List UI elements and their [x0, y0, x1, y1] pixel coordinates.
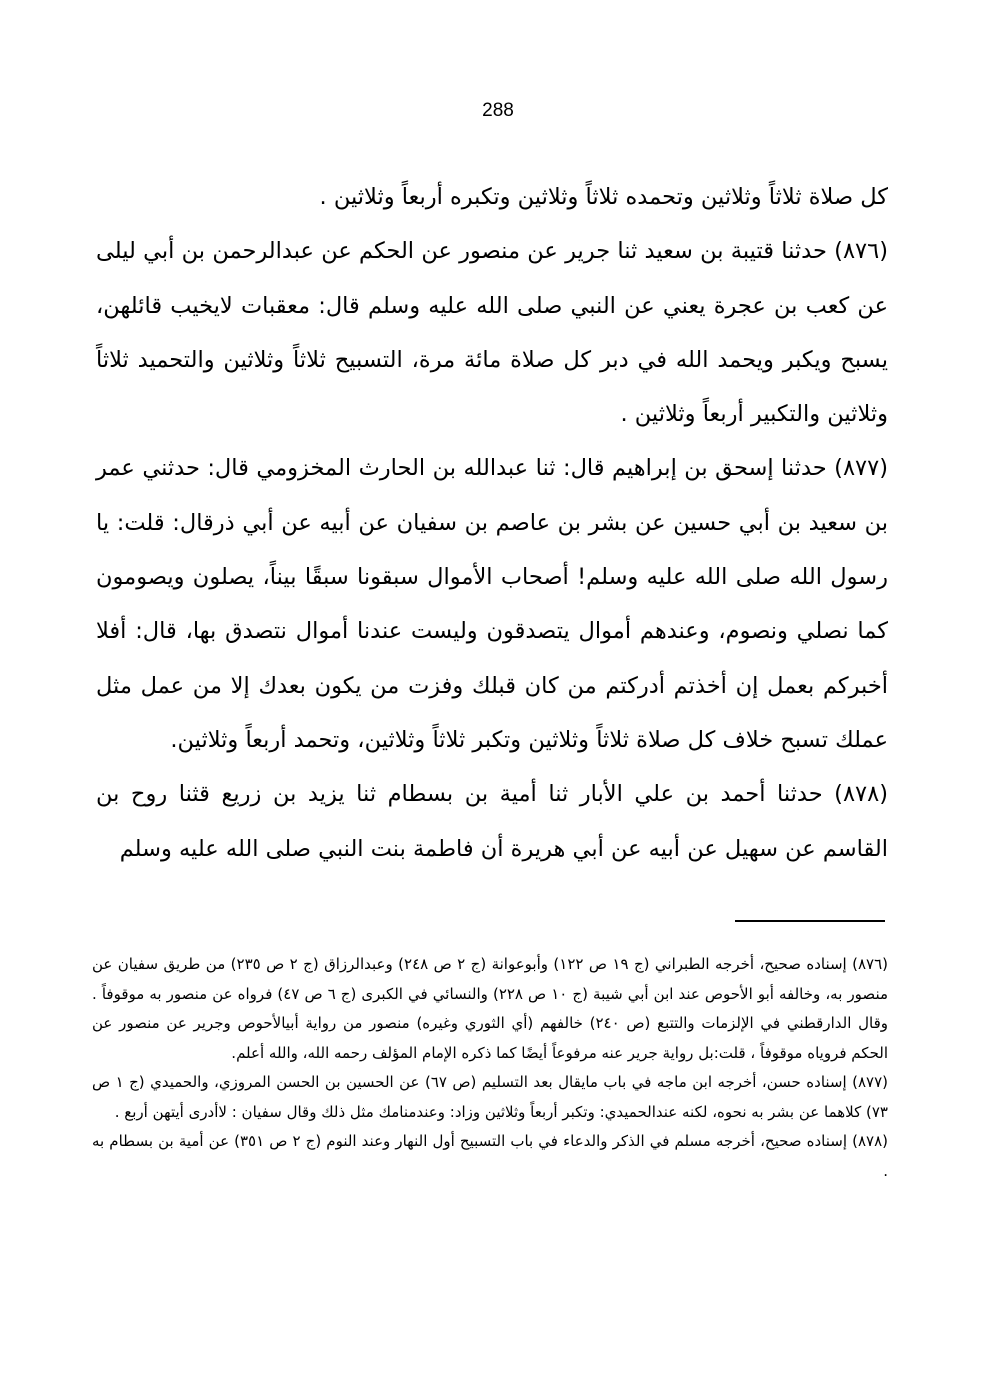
footnote: (٨٧٦) إسناده صحيح، أخرجه الطبراني (ج ١٩ ص ١٢٢) وأبوعوانة (ج ٢ ص ٢٤٨) وعبدالرزاق (ج ٢ ص ٢٣٥) من طريق سفيان عن منصور به، وخالفه أبو الأحوص عند ابن أبي شيبة (ج ١٠ ص ٢٢٨) والنسائي في الكبرى (ج ٦ ص ٤٧) فرواه عن منصور به موقوفاً . وقال الدارقطني في الإلزمات والتتبع (ص ٢٤٠) خالفهم (أي الثوري وغيره) منصور من رواية أبيالأحوص وجرير عن منصور عن الحكم فروياه موقوفاً ، قلت:بل رواية جرير عنه مرفوعاً أيضًا كما ذكره الإمام المؤلف رحمه الله، والله أعلم.	[92, 955, 889, 1062]
footnotes	[92, 950, 888, 1186]
main-paragraph: كل صلاة ثلاثاً وثلاثين وتحمده ثلاثاً وثلاثين وتكبره أربعاً وثلاثين .	[319, 184, 888, 210]
footnote: (٨٧٨) إسناده صحيح، أخرجه مسلم في الذكر والدعاء في باب التسبيح أول النهار وعند النوم (ج ٢ ص ٣٥١) عن أمية بن بسطام به .	[92, 1132, 888, 1180]
page-number: 288	[482, 100, 514, 121]
footnote-divider	[735, 920, 885, 922]
main-paragraph: (٨٧٨) حدثنا أحمد بن علي الأبار ثنا أمية بن بسطام ثنا يزيد بن زريع قثنا روح بن القاسم عن سهيل عن أبيه عن أبي هريرة أن فاطمة بنت النبي صلى الله عليه وسلم	[96, 781, 888, 862]
main-paragraph: (٨٧٦) حدثنا قتيبة بن سعيد ثنا جرير عن منصور عن الحكم عن عبدالرحمن بن أبي ليلى عن كعب بن عجرة يعني عن النبي صلى الله عليه وسلم قال: معقبات لايخيب قائلهن، يسبح ويكبر ويحمد الله في دبر كل صلاة مائة مرة، التسبيح ثلاثاً وثلاثين والتحميد ثلاثاً وثلاثين والتكبير أربعاً وثلاثين .	[96, 238, 888, 428]
main-paragraph: (٨٧٧) حدثنا إسحق بن إبراهيم قال: ثنا عبدالله بن الحارث المخزومي قال: حدثني عمر بن سعيد بن أبي حسين عن بشر بن عاصم بن سفيان عن أبيه عن أبي ذرقال: قلت: يا رسول الله صلى الله عليه وسلم! أصحاب الأموال سبقونا سبقًا بيناً، يصلون ويصومون كما نصلي ونصوم، وعندهم أموال يتصدقون وليست عندنا أموال نتصدق بها، قال: أفلا أخبركم بعمل إن أخذتم أدركتم من كان قبلك وفزت من يكون بعدك إلا من عمل مثل عملك تسبح خلاف كل صلاة ثلاثاً وثلاثين وتكبر ثلاثاً وثلاثين، وتحمد أربعاً وثلاثين.	[96, 455, 888, 753]
footnote: (٨٧٧) إسناده حسن، أخرجه ابن ماجه في باب مايقال بعد التسليم (ص ٦٧) عن الحسين بن الحسن المروزي، والحميدي (ج ١ ص ٧٣) كلاهما عن بشر به نحوه، لكنه عندالحميدي: وتكبر أربعاً وثلاثين وزاد: وعندمنامك مثل ذلك وقال سفيان : لاأدرى أيتهن أربع .	[92, 1073, 888, 1121]
main-text	[96, 170, 888, 876]
